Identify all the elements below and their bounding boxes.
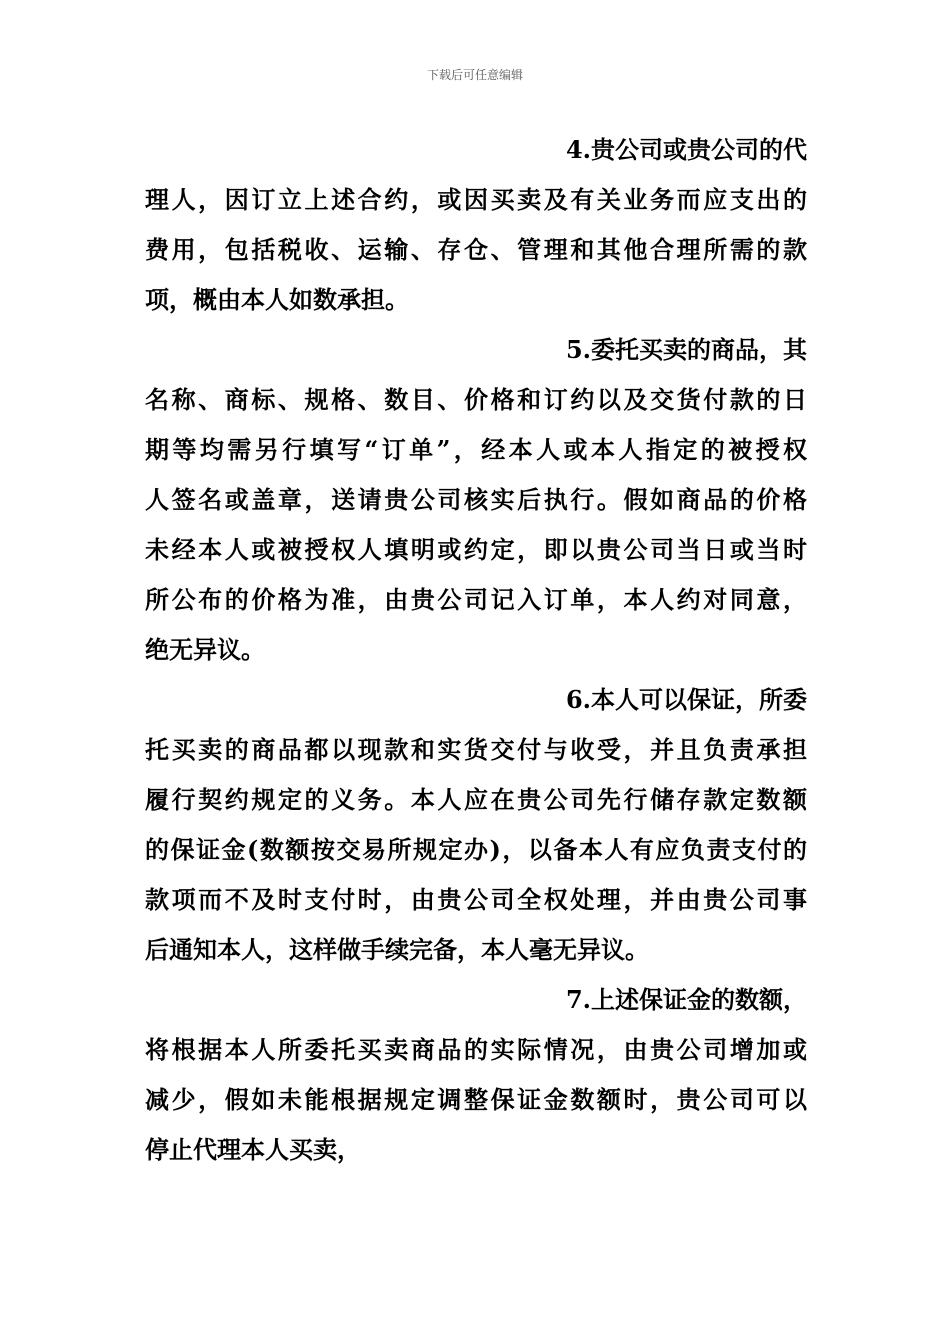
clause-7-line-1: 将根据本人所委托买卖商品的实际情况，由贵公司增加或	[145, 1035, 807, 1064]
document-body	[145, 130, 807, 1170]
clause-7-heading: 7.上述保证金的数额，	[565, 985, 807, 1014]
page-header: 下载后可任意编辑	[426, 68, 523, 82]
clause-6-line-5: 后通知本人，这样做手续完备，本人毫无异议。	[145, 935, 649, 964]
clause-5	[145, 330, 807, 670]
clause-7	[145, 980, 807, 1170]
clause-4-heading: 4.贵公司或贵公司的代	[565, 135, 807, 164]
clause-5-line-1: 名称、商标、规格、数目、价格和订约以及交货付款的日	[145, 385, 807, 414]
clause-5-line-4: 未经本人或被授权人填明或约定，即以贵公司当日或当时	[145, 535, 807, 564]
clause-6-line-2: 履行契约规定的义务。本人应在贵公司先行储存款定数额	[145, 785, 807, 814]
clause-6-line-4: 款项而不及时支付时，由贵公司全权处理，并由贵公司事	[145, 885, 807, 914]
clause-7-line-2: 减少，假如未能根据规定调整保证金数额时，贵公司可以	[145, 1085, 807, 1114]
clause-5-line-3: 人签名或盖章，送请贵公司核实后执行。假如商品的价格	[145, 485, 807, 514]
clause-7-line-3: 停止代理本人买卖，	[145, 1135, 361, 1164]
clause-4-line-3: 项，概由本人如数承担。	[145, 285, 409, 314]
clause-5-line-5: 所公布的价格为准，由贵公司记入订单，本人约对同意，	[145, 585, 807, 614]
clause-6-line-3: 的保证金(数额按交易所规定办)，以备本人有应负责支付的	[145, 835, 807, 864]
clause-6-line-1: 托买卖的商品都以现款和实货交付与收受，并且负责承担	[145, 735, 807, 764]
clause-4-line-2: 费用，包括税收、运输、存仓、管理和其他合理所需的款	[145, 235, 807, 264]
clause-5-heading: 5.委托买卖的商品，其	[565, 335, 807, 364]
clause-6	[145, 680, 807, 970]
clause-6-heading: 6.本人可以保证，所委	[565, 685, 807, 714]
clause-5-line-6: 绝无异议。	[145, 635, 265, 664]
clause-4-line-1: 理人，因订立上述合约，或因买卖及有关业务而应支出的	[145, 185, 807, 214]
clause-5-line-2: 期等均需另行填写“订单”，经本人或本人指定的被授权	[145, 435, 807, 464]
clause-4	[145, 130, 807, 320]
